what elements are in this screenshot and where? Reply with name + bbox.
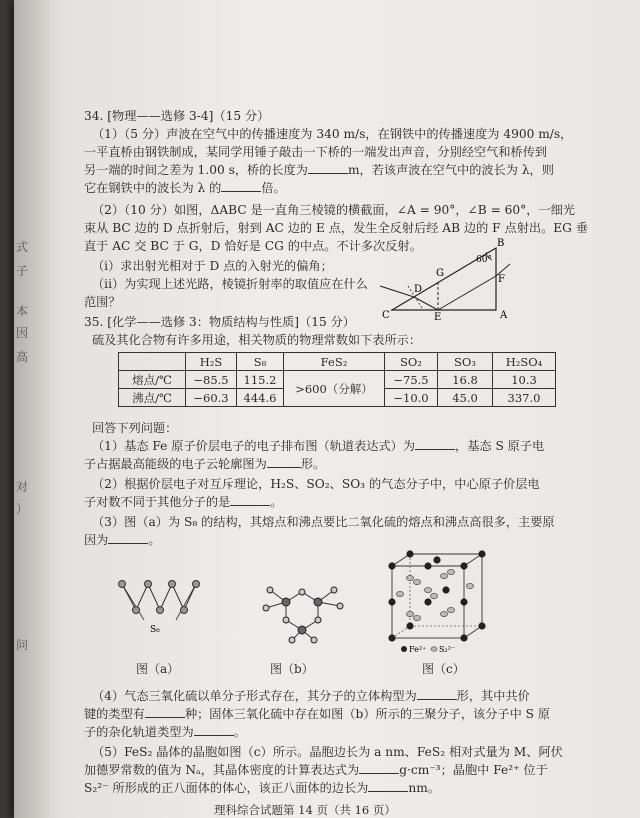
- table-cell: −75.5: [385, 371, 438, 389]
- q34-text: 另一端的时间之差为 1.00 s，桥的长度为: [84, 163, 308, 177]
- prism-diagram: [378, 234, 512, 320]
- table-cell: 115.2: [237, 371, 284, 389]
- label-C: C: [382, 310, 390, 320]
- q35-5-line3: [84, 780, 440, 796]
- q34-p1-line4: [84, 180, 286, 196]
- answer-blank: [221, 180, 261, 192]
- table-cell-fes2: >600（分解）: [284, 371, 385, 407]
- q35-4-line1: [84, 688, 530, 704]
- table-header-cell: SO₃: [438, 353, 493, 371]
- label-G: G: [436, 268, 444, 279]
- table-header-row: [119, 353, 556, 371]
- s8-label: S₈: [150, 625, 160, 634]
- q34-p1-line2: 一平直桥由钢铁制成，某同学用锤子敲击一下桥的一端发出声音，分别经空气和桥传到: [84, 145, 548, 159]
- margin-char: 因: [16, 326, 29, 340]
- q34-p2-line3: 直于 AC 交 BC 于 G，D 恰好是 CG 的中点。不计多次反射。: [84, 239, 422, 253]
- answer-blank: [267, 456, 301, 468]
- answer-blank: [417, 688, 457, 700]
- q34-p1-line3: [84, 162, 554, 178]
- q34-part-ii-cont: 范围？: [84, 295, 121, 309]
- q34-part-ii: （ii）为实现上述光路，棱镜折射率的取值应在什么: [92, 277, 368, 291]
- q34-p1-line1: （1）（5 分）声波在空气中的传播速度为 340 m/s，在钢铁中的传播速度为 4900 m/s，: [92, 127, 573, 141]
- answer-blank: [415, 438, 455, 450]
- q35-1-line2: [84, 456, 325, 472]
- answer-blank: [145, 706, 185, 718]
- q35-text: 形。: [300, 457, 326, 471]
- q35-text: 。: [270, 495, 283, 509]
- q35-text: 子对数不同于其他分子的是: [84, 495, 231, 509]
- fes2-unit-cell-figure: [384, 546, 490, 656]
- q35-5-line2: [84, 762, 548, 778]
- q35-text: 加德罗常数的值为 Nₐ，其晶体密度的计算表达式为: [84, 763, 360, 777]
- label-A: A: [500, 310, 508, 320]
- figure-c-label: 图（c）: [422, 662, 465, 676]
- q34-heading: 34. [物理——选修 3-4]（15 分）: [84, 109, 270, 123]
- table-cell: 16.8: [438, 371, 493, 389]
- s2-legend: S₂²⁻: [439, 645, 456, 654]
- q35-2-line1: （2）根据价层电子对互斥理论，H₂S、SO₂、SO₃ 的气态分子中，中心原子价层电: [92, 477, 540, 491]
- label-D: D: [414, 284, 423, 295]
- table-header-cell: FeS₂: [284, 353, 385, 371]
- q34-text: 它在钢铁中的波长为 λ 的: [84, 181, 222, 195]
- q35-text: 。: [148, 533, 161, 547]
- q34-text: 倍。: [261, 181, 286, 195]
- answer-blank: [108, 532, 148, 544]
- margin-char: 高: [16, 350, 29, 364]
- q35-heading: 35. [化学——选修 3：物质结构与性质]（15 分）: [84, 315, 355, 329]
- q35-text: 子占据最高能级的电子云轮廓图为: [84, 457, 267, 471]
- physical-constants-table: [118, 352, 556, 407]
- table-header-cell: [119, 353, 186, 371]
- q35-text: （4）气态三氧化硫以单分子形式存在，其分子的立体构型为: [92, 689, 417, 703]
- answer-blank: [194, 724, 234, 736]
- margin-char: 本: [16, 304, 29, 318]
- table-cell: 337.0: [493, 389, 556, 407]
- table-cell: −85.5: [186, 371, 237, 389]
- q35-text: （1）基态 Fe 原子价层电子的电子排布图（轨道表达式）为: [92, 439, 416, 453]
- q35-text: 键的类型有: [84, 707, 145, 721]
- so3-trimer-figure: [256, 574, 348, 644]
- q35-2-line2: [84, 494, 282, 510]
- q35-3-line1: （3）图（a）为 S₈ 的结构，其熔点和沸点要比二氧化硫的熔点和沸点高很多，主要原: [92, 515, 555, 529]
- label-B: B: [497, 238, 505, 249]
- q35-text: nm。: [408, 781, 440, 795]
- q35-text: g·cm⁻³；晶胞中 Fe²⁺ 位于: [399, 763, 548, 777]
- figure-a-label: 图（a）: [136, 662, 180, 676]
- table-header-cell: H₂SO₄: [493, 353, 556, 371]
- label-E: E: [434, 312, 442, 320]
- answer-blank: [308, 162, 348, 174]
- margin-char: 对: [16, 480, 29, 494]
- answer-intro: 回答下列问题：: [92, 421, 178, 435]
- margin-char: ）: [16, 502, 29, 516]
- answer-blank: [230, 494, 270, 506]
- label-F: F: [498, 274, 505, 285]
- table-cell: −10.0: [385, 389, 438, 407]
- fe-legend: Fe²⁺: [409, 645, 427, 654]
- q35-text: 因为: [84, 533, 109, 547]
- table-cell: 45.0: [438, 389, 493, 407]
- q35-text: 。: [233, 725, 246, 739]
- table-header-cell: H₂S: [186, 353, 237, 371]
- q35-4-line3: [84, 724, 246, 740]
- table-cell: −60.3: [186, 389, 237, 407]
- q35-1-line1: [84, 438, 544, 454]
- figure-b-label: 图（b）: [270, 662, 314, 676]
- q35-text: 子的杂化轨道类型为: [84, 725, 194, 739]
- q35-text: ，基态 S 原子电: [455, 439, 545, 453]
- q34-p2-line2: 束从 BC 边的 D 点折射后，射到 AC 边的 E 点，发生全反射后经 AB 边的 F 点射出。EG 垂: [84, 221, 588, 235]
- margin-char: 子: [16, 264, 29, 278]
- table-cell: 沸点/℃: [119, 389, 186, 407]
- q35-text: 种；固体三氧化硫中存在如图（b）所示的三聚分子，该分子中 S 原: [184, 707, 551, 721]
- answer-blank: [368, 780, 408, 792]
- table-header-cell: SO₂: [385, 353, 438, 371]
- q35-text: 形，其中共价: [456, 689, 530, 703]
- q35-text: S₂²⁻ 所形成的正八面体的体心，该正八面体的边长为: [84, 781, 369, 795]
- margin-char: 问: [16, 638, 29, 652]
- table-header-cell: S₈: [237, 353, 284, 371]
- s8-structure-figure: [114, 570, 204, 634]
- q34-part-i: （i）求出射光相对于 D 点的入射光的偏角；: [92, 259, 333, 273]
- margin-char: 式: [16, 240, 29, 254]
- q35-intro: 硫及其化合物有许多用途，相关物质的物理常数如下表所示：: [92, 333, 422, 347]
- q35-3-line2: [84, 532, 161, 548]
- label-angle: 60°: [476, 255, 492, 265]
- page-footer: 理科综合试题第 14 页（共 16 页）: [214, 803, 396, 817]
- q35-5-line1: （5）FeS₂ 晶体的晶胞如图（c）所示。晶胞边长为 a nm、FeS₂ 相对式量为 M、阿伏: [92, 745, 563, 759]
- table-cell: 444.6: [237, 389, 284, 407]
- table-cell: 熔点/℃: [119, 371, 186, 389]
- answer-blank: [359, 762, 399, 774]
- q35-4-line2: [84, 706, 550, 722]
- page-binding: [14, 0, 50, 818]
- table-cell: 10.3: [493, 371, 556, 389]
- q34-text: m，若该声波在空气中的波长为 λ，则: [347, 163, 554, 177]
- q34-p2-line1: （2）（10 分）如图，ΔABC 是一直角三棱镜的横截面，∠A = 90°，∠B = 60°，一细光: [92, 203, 576, 217]
- table-row: [119, 371, 556, 389]
